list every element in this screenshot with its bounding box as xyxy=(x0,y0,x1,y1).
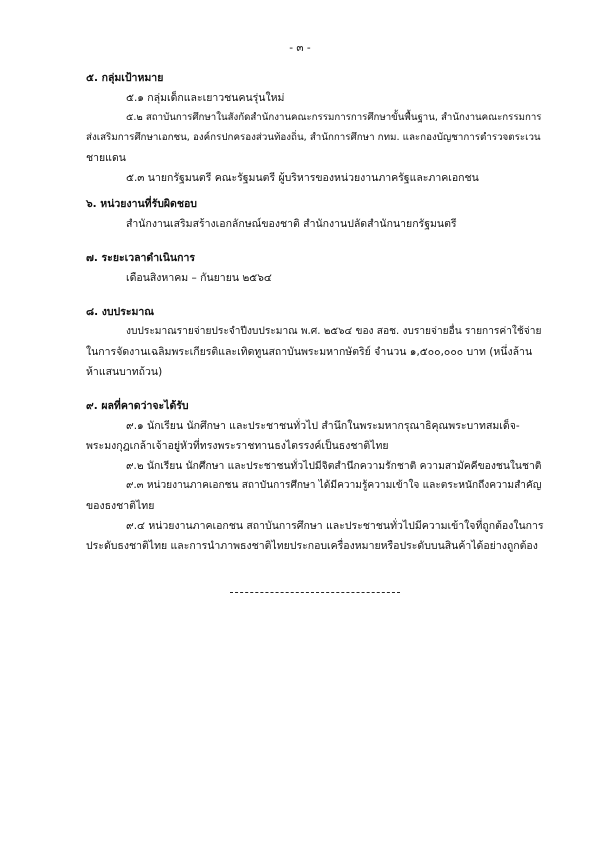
paragraph-line: ของธงชาติไทย xyxy=(86,500,155,512)
paragraph-line: เดือนสิงหาคม – กันยายน ๒๕๖๔ xyxy=(126,272,272,284)
paragraph-line: งบประมาณรายจ่ายประจำปีงบประมาณ พ.ศ. ๒๕๖๔ ของ สอช. งบรายจ่ายอื่น รายการค่าใช้จ่าย xyxy=(126,326,542,337)
end-divider xyxy=(230,592,400,593)
paragraph-line: ๙.๒ นักเรียน นักศึกษา และประชาชนทั่วไปมีจิตสำนึกความรักชาติ ความสามัคคีของชนในชาติ xyxy=(126,460,542,472)
paragraph-line: สำนักงานเสริมสร้างเอกลักษณ์ของชาติ สำนักงานปลัดสำนักนายกรัฐมนตรี xyxy=(126,218,457,230)
paragraph-line: ๕.๑ กลุ่มเด็กและเยาวชนคนรุ่นใหม่ xyxy=(126,92,285,104)
section-expected-results xyxy=(86,396,546,556)
paragraph-line: ชายแดน xyxy=(86,152,126,164)
section-heading: ๖. หน่วยงานที่รับผิดชอบ xyxy=(86,198,197,210)
section-responsible-agency xyxy=(86,194,546,234)
paragraph-line: ๙.๓ หน่วยงานภาคเอกชน สถาบันการศึกษา ได้มีความรู้ความเข้าใจ และตระหนักถึงความสำคัญ xyxy=(126,480,542,491)
section-target-groups xyxy=(86,68,546,188)
section-heading: ๙. ผลที่คาดว่าจะได้รับ xyxy=(86,400,189,412)
paragraph-line: ๙.๑ นักเรียน นักศึกษา และประชาชนทั่วไป สำนึกในพระมหากรุณาธิคุณพระบาทสมเด็จ- xyxy=(126,420,520,432)
section-heading: ๘. งบประมาณ xyxy=(86,306,155,318)
section-heading: ๕. กลุ่มเป้าหมาย xyxy=(86,72,164,84)
section-heading: ๗. ระยะเวลาดำเนินการ xyxy=(86,252,195,264)
section-budget xyxy=(86,302,546,382)
paragraph-line: ๕.๒ สถาบันการศึกษาในสังกัดสำนักงานคณะกรรมการการศึกษาขั้นพื้นฐาน, สำนักงานคณะกรรมการ xyxy=(126,112,542,123)
section-duration xyxy=(86,248,546,288)
paragraph-line: ในการจัดงานเฉลิมพระเกียรติและเทิดทูนสถาบันพระมหากษัตริย์ จำนวน ๑,๕๐๐,๐๐๐ บาท (หนึ่งล้าน xyxy=(86,346,533,358)
paragraph-line: พระมงกุฎเกล้าเจ้าอยู่หัวที่ทรงพระราชทานธงไตรรงค์เป็นธงชาติไทย xyxy=(86,440,389,452)
paragraph-line: ๙.๔ หน่วยงานภาคเอกชน สถาบันการศึกษา และประชาชนทั่วไปมีความเข้าใจที่ถูกต้องในการ xyxy=(126,520,544,532)
paragraph-line: ๕.๓ นายกรัฐมนตรี คณะรัฐมนตรี ผู้บริหารของหน่วยงานภาครัฐและภาคเอกชน xyxy=(126,172,479,184)
paragraph-line: ประดับธงชาติไทย และการนำภาพธงชาติไทยประกอบเครื่องหมายหรือประดับบนสินค้าได้อย่างถูกต้อง xyxy=(86,540,538,552)
paragraph-line: ห้าแสนบาทถ้วน) xyxy=(86,366,163,378)
paragraph-line: ส่งเสริมการศึกษาเอกชน, องค์กรปกครองส่วนท้องถิ่น, สำนักการศึกษา กทม. และกองบัญชาการตำรวจตระเวน xyxy=(86,132,541,143)
page-number: - ๓ - xyxy=(289,42,311,54)
